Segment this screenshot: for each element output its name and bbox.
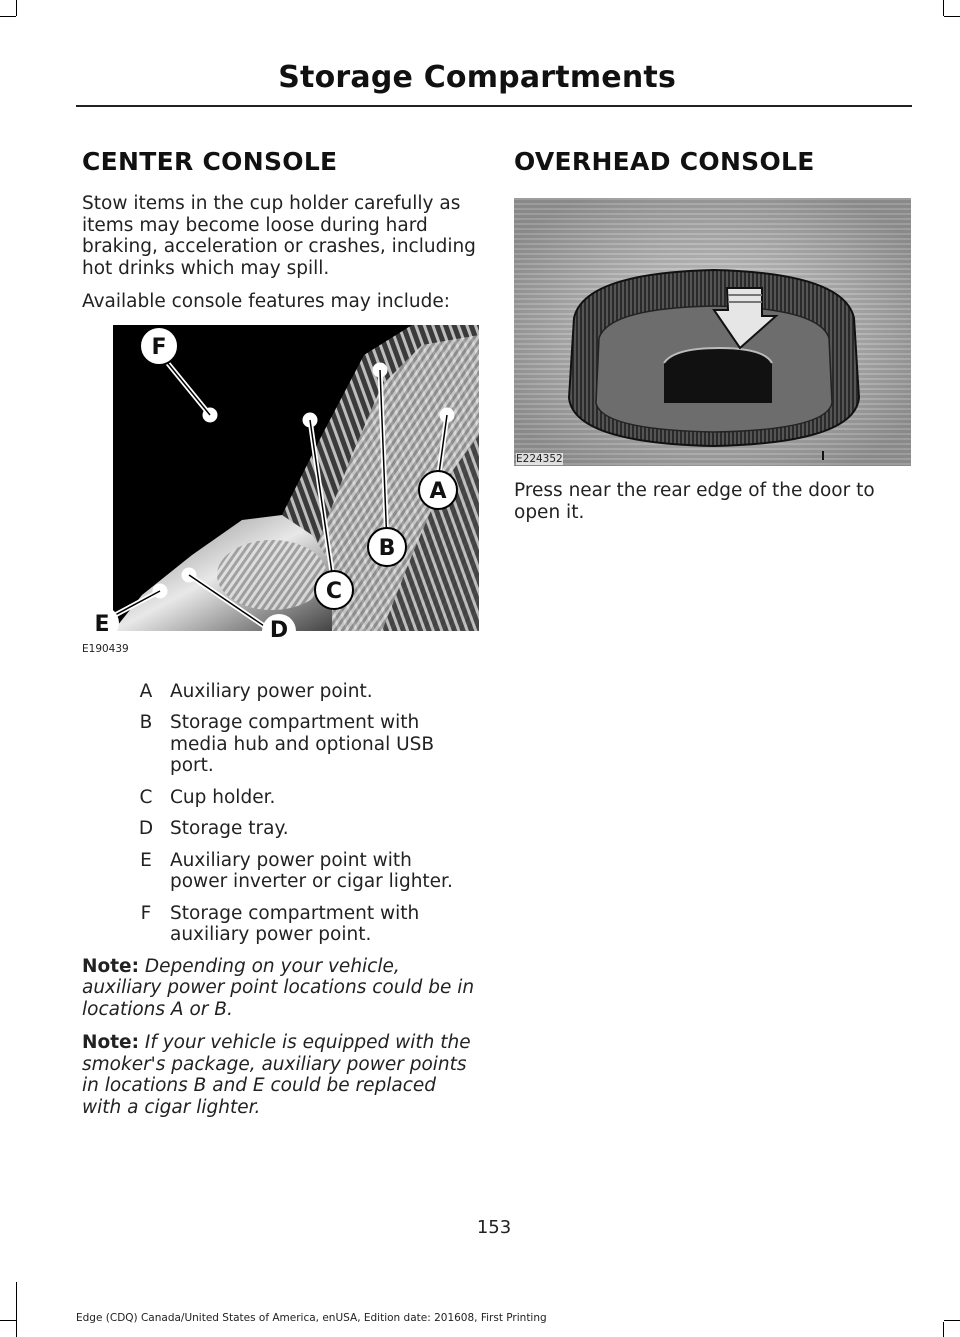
crop-mark: [16, 1282, 17, 1337]
center-console-section: [82, 145, 480, 1130]
note-label: Note:: [82, 1032, 139, 1053]
callout-c: [315, 571, 353, 609]
note-power-point-locations: [82, 956, 480, 1021]
section-title: Storage Compartments: [278, 60, 676, 95]
note-text: Depending on your vehicle, auxiliary power point locations could be in locations A or B.: [82, 955, 475, 1020]
callout-a-label: A: [429, 478, 447, 504]
callout-f: [140, 327, 178, 365]
legend-key: D: [138, 818, 154, 839]
page-number: 153: [476, 1217, 512, 1238]
crop-mark: [943, 1322, 944, 1337]
crop-mark: [16, 0, 17, 16]
callout-f-label: F: [151, 334, 167, 360]
legend-key: B: [139, 712, 153, 733]
figure-code-left: E190439: [82, 642, 129, 655]
callout-c-label: C: [325, 578, 343, 604]
note-label: Note:: [82, 955, 139, 977]
legend-item: [82, 903, 480, 946]
features-paragraph: Available console features may include:: [82, 291, 450, 312]
legend-item: [82, 681, 480, 703]
crop-mark: [0, 16, 16, 17]
overhead-console-heading: OVERHEAD CONSOLE: [514, 147, 815, 176]
center-console-heading: CENTER CONSOLE: [82, 147, 338, 176]
callout-legend: [82, 681, 480, 946]
header-divider: [76, 105, 912, 107]
callout-b-label: B: [378, 535, 396, 561]
legend-text: Auxiliary power point with power inverter or cigar lighter.: [170, 849, 453, 892]
overhead-console-instruction: Press near the rear edge of the door to open it.: [514, 480, 875, 523]
callout-d-label: D: [269, 617, 289, 637]
center-console-figure: [82, 325, 479, 655]
legend-text: Storage compartment with auxiliary power point.: [170, 902, 420, 945]
legend-text: Auxiliary power point.: [170, 680, 373, 702]
center-console-illustration: [82, 325, 479, 637]
figure-code-right: E224352: [516, 453, 563, 465]
legend-key: C: [139, 786, 153, 808]
note-smokers-package: [82, 1032, 480, 1118]
intro-paragraph: Stow items in the cup holder carefully as items may become loose during hard braking, acceleration or crashes, including hot drinks which may spill.: [82, 193, 476, 279]
legend-item: [82, 818, 480, 840]
legend-item: [82, 850, 480, 893]
legend-text: Storage tray.: [170, 818, 289, 839]
legend-key: F: [140, 902, 152, 924]
overhead-console-illustration: [514, 198, 911, 466]
footer-edition: Edge (CDQ) Canada/United States of America, enUSA, Edition date: 201608, First Printing: [76, 1312, 547, 1324]
callout-e-label: E: [94, 611, 110, 637]
overhead-console-section: [514, 145, 912, 535]
crop-mark: [943, 0, 944, 16]
legend-key: A: [139, 680, 153, 702]
callout-a: [419, 471, 457, 509]
overhead-console-figure: [514, 198, 911, 468]
legend-key: E: [140, 849, 152, 871]
crop-mark: [944, 1320, 960, 1321]
legend-item: [82, 712, 480, 777]
crop-mark: [0, 1320, 16, 1321]
legend-text: Cup holder.: [170, 786, 276, 808]
callout-b: [368, 528, 406, 566]
legend-item: [82, 787, 480, 809]
note-text: If your vehicle is equipped with the smoker's package, auxiliary power points in locations B and E could be replaced with a cigar lighter.: [82, 1032, 471, 1118]
crop-mark: [944, 16, 960, 17]
legend-text: Storage compartment with media hub and optional USB port.: [170, 712, 435, 776]
